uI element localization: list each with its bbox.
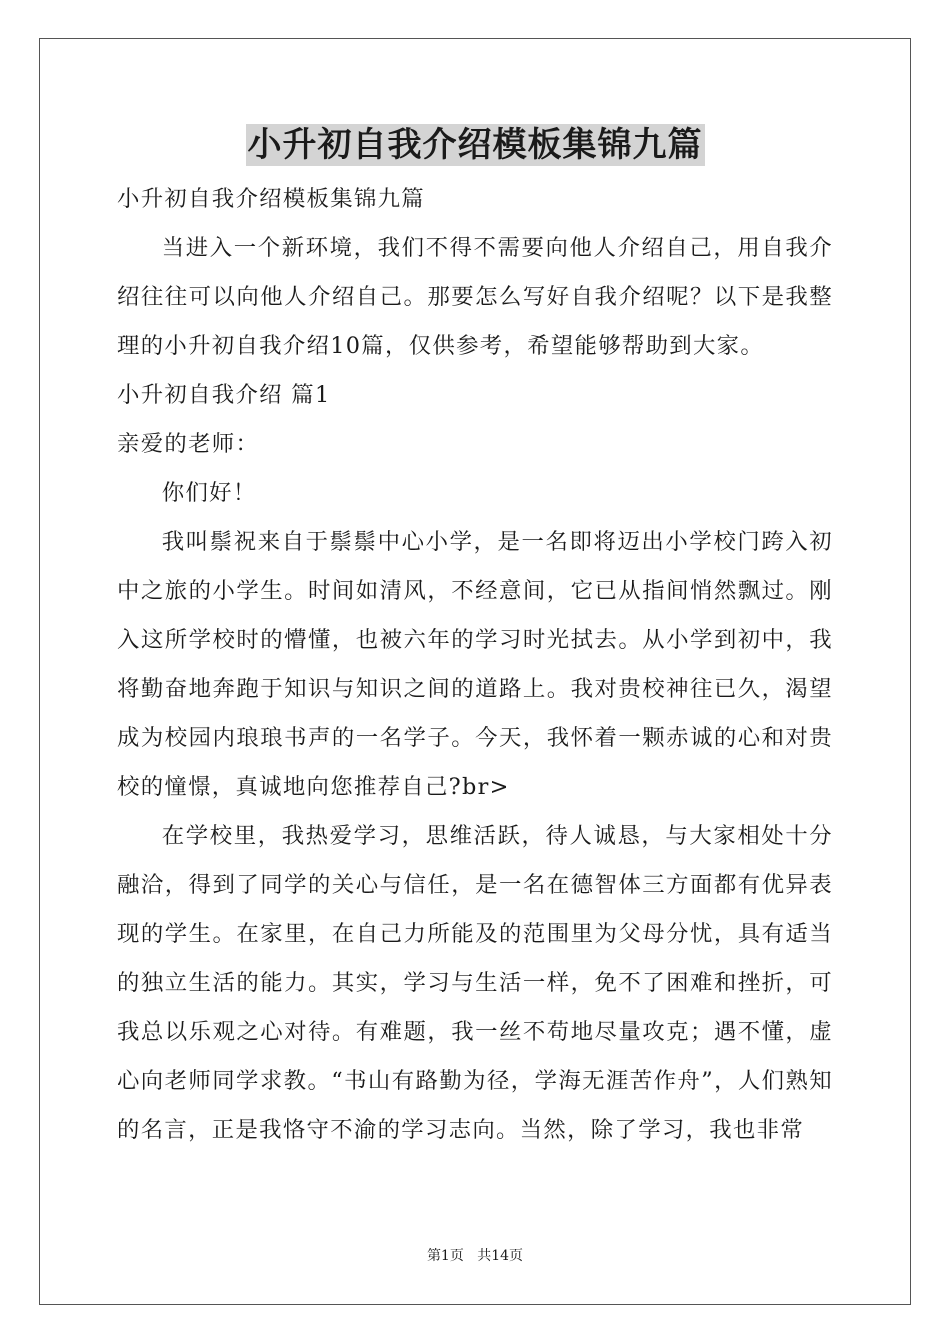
- title-container: [0, 124, 950, 166]
- page-number: 第1页: [426, 1248, 464, 1264]
- document-body: [117, 175, 833, 1155]
- paragraph: 我叫鬃祝来自于鬃鬃中心小学，是一名即将迈出小学校门跨入初中之旅的小学生。时间如清风，不经意间，它已从指间悄然飘过。刚入这所学校时的懵懂，也被六年的学习时光拭去。从小学到初中，我将勤奋地奔跑于知识与知识之间的道路上。我对贵校神往已久，渴望成为校园内琅琅书声的一名学子。今天，我怀着一颗赤诚的心和对贵校的憧憬，真诚地向您推荐自己?br>: [117, 529, 833, 800]
- greeting: 你们好！: [161, 480, 257, 506]
- page-footer: [0, 1246, 950, 1266]
- paragraph: 小升初自我介绍模板集锦九篇: [117, 186, 425, 212]
- section-heading: 小升初自我介绍 篇1: [117, 382, 331, 408]
- paragraph: 在学校里，我热爱学习，思维活跃，待人诚恳，与大家相处十分融洽，得到了同学的关心与信任，是一名在德智体三方面都有优异表现的学生。在家里，在自己力所能及的范围里为父母分忧，具有适当的独立生活的能力。其实，学习与生活一样，免不了困难和挫折，可我总以乐观之心对待。有难题，我一丝不苟地尽量攻克；遇不懂，虚心向老师同学求教。“书山有路勤为径，学海无涯苦作舟”，人们熟知的名言，正是我恪守不渝的学习志向。当然，除了学习，我也非常: [117, 823, 833, 1143]
- paragraph: 当进入一个新环境，我们不得不需要向他人介绍自己，用自我介绍往往可以向他人介绍自己。那要怎么写好自我介绍呢？以下是我整理的小升初自我介绍10篇，仅供参考，希望能够帮助到大家。: [117, 235, 833, 359]
- salutation: 亲爱的老师：: [117, 431, 260, 457]
- page-total: 共14页: [477, 1248, 524, 1264]
- document-title: 小升初自我介绍模板集锦九篇: [247, 125, 703, 165]
